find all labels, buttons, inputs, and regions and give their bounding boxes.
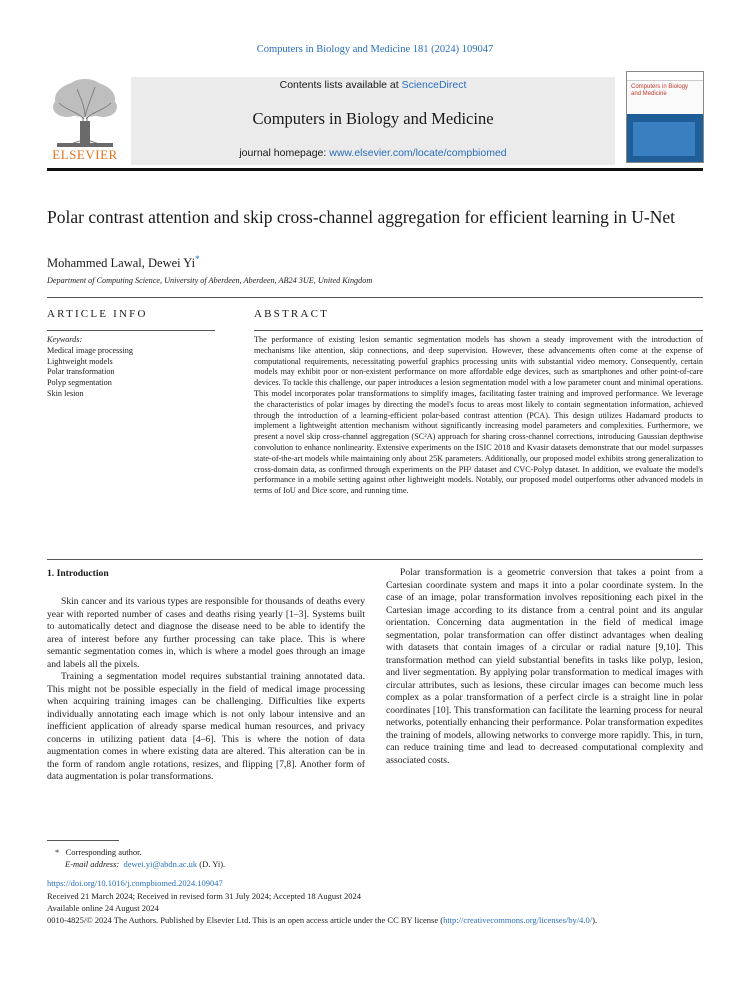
footnote-rule — [47, 840, 119, 841]
corresponding-author-mark[interactable]: * — [195, 254, 200, 264]
journal-cover-thumbnail-icon[interactable] — [626, 71, 704, 163]
corresponding-author-note: Corresponding author. — [65, 847, 142, 857]
abstract-heading: ABSTRACT — [254, 308, 330, 320]
introduction-heading: 1. Introduction — [47, 568, 109, 579]
email-line — [55, 858, 225, 870]
right-column — [386, 567, 703, 767]
keywords-block — [47, 335, 215, 400]
keyword-item: Polyp segmentation — [47, 378, 112, 388]
journal-header — [47, 71, 703, 168]
license-prefix: 0010-4825/© 2024 The Authors. Published by Elsevier Ltd. This is an open access article under the CC BY license ( — [47, 915, 444, 925]
homepage-prefix: journal homepage: — [239, 147, 330, 159]
keyword-item: Polar transformation — [47, 367, 115, 377]
affiliation-rule — [47, 297, 703, 298]
elsevier-wordmark: ELSEVIER — [52, 147, 118, 162]
keyword-item: Medical image processing — [47, 345, 133, 355]
cover-top-strip — [627, 72, 703, 81]
keyword-item: Lightweight models — [47, 356, 113, 366]
journal-reference[interactable]: Computers in Biology and Medicine 181 (2024) 109047 — [256, 44, 494, 55]
keyword-item: Skin lesion — [47, 388, 84, 398]
abstract-rule — [254, 330, 703, 331]
article-info-rule — [47, 330, 215, 331]
paragraph: Polar transformation is a geometric conversion that takes a point from a Cartesian coordinate system and maps it into a polar coordinate system. In the case of an image, polar transformation involves repositioning each pixel in the Cartesian image according to its distance from a central point and its angular orientation. Concerning data augmentation in the field of medical image segmentation, polar transformation can offer distinct advantages when dealing with datasets that contain images of a circular or radial nature [9,10]. This transformation method can yield substantial benefits in tasks like polyp, lesion, and liver segmentation. By applying polar transformation to medical images with circular attributes, such as lesions, these circular images can become much less complex as a polar transformation of a perfect circle is a straight line in polar coordinates [10]. This transformation can facilitate the learning process for neural networks, potentially enhancing their performance. Polar transformation expedites the training of models, allowing networks to converge more rapidly. This, in turn, can reduce training time and lead to decreased computational complexity and associated costs. — [386, 567, 703, 766]
journal-title: Computers in Biology and Medicine — [252, 109, 494, 128]
email-label: E-mail address: — [65, 859, 120, 869]
license-line — [47, 915, 707, 925]
license-link[interactable]: http://creativecommons.org/licenses/by/4.0/ — [443, 915, 593, 925]
contents-prefix: Contents lists available at — [279, 79, 402, 91]
email-link[interactable]: dewei.yi@abdn.ac.uk — [123, 859, 198, 869]
left-column — [47, 596, 365, 784]
journal-homepage-link[interactable]: www.elsevier.com/locate/compbiomed — [329, 147, 507, 159]
sciencedirect-link[interactable]: ScienceDirect — [401, 79, 467, 91]
header-rule — [47, 168, 703, 171]
authors: Mohammed Lawal, Dewei Yi — [47, 256, 196, 271]
email-suffix: (D. Yi). — [199, 859, 226, 869]
received-dates: Received 21 March 2024; Received in revised form 31 July 2024; Accepted 18 August 2024 — [47, 891, 361, 901]
affiliation: Department of Computing Science, University of Aberdeen, Aberdeen, AB24 3UE, United Kingdom — [47, 276, 373, 285]
contents-line — [131, 79, 615, 91]
keywords-label: Keywords: — [47, 335, 83, 344]
cover-title: Computers in Biology and Medicine — [631, 84, 689, 97]
footnote — [55, 846, 225, 870]
paragraph: Skin cancer and its various types are responsible for thousands of deaths every year with reported number of cases and deaths rising yearly [1–3]. Systems built to automatically detect and diagnose the disease need to be able to identify the area of interest before any further processing can take place. This is where semantic segmentation comes in, which is where a model goes through an image and labels all the pixels. — [47, 596, 365, 670]
footnote-line — [55, 846, 225, 858]
article-info-heading: ARTICLE INFO — [47, 308, 148, 320]
homepage-line — [131, 147, 615, 159]
cover-image-inner — [633, 122, 695, 156]
article-title: Polar contrast attention and skip cross-channel aggregation for efficient learning in U-Net — [47, 207, 676, 227]
doi-link[interactable]: https://doi.org/10.1016/j.compbiomed.2024.109047 — [47, 878, 223, 888]
paragraph: Training a segmentation model requires substantial training annotated data. This might not be possible especially in the field of medical image processing when acquiring training images can be challenging. Difficulties like experts individually annotating each image which is not only labour intensive and an inefficient application of already sparse medical human resources, and privacy concerns in utilizing patient data [4–6]. This is where the notion of data augmentation comes in where existing data are altered. This alteration can be in the form of random angle rotations, resizes, and flipping [7,8]. Another form of data augmentation is polar transformations. — [47, 671, 365, 782]
author-list — [47, 254, 200, 271]
license-suffix: ). — [592, 915, 598, 925]
abstract-bottom-rule — [47, 559, 703, 560]
footnote-mark: * — [55, 847, 60, 857]
header-banner — [131, 77, 615, 165]
online-date: Available online 24 August 2024 — [47, 903, 159, 913]
abstract-text: The performance of existing lesion semantic segmentation models has shown a steady improvement with the introduction of mechanisms like attention, skip connections, and deep supervision. However, these advancements often come at the expense of computational requirements, necessitating powerful graphics processing units with substantial video memory. Consequently, certain models may exhibit poor or non-existent performance on more affordable edge devices, such as smartphones and other point-of-care devices. To tackle this challenge, our paper introduces a lesion segmentation model with a low parameter count and minimal operations. This model incorporates polar transformations to simplify images, facilitating faster training and improved performance. We leverage the characteristics of polar images by directing the model's focus to areas most likely to contain segmentation information, achieved through the introduction of a learning-efficient polar-based contrast attention (PCA). This design utilizes Hadamard products to implement a lightweight attention mechanism without significantly increasing model parameters and complexities. Furthermore, we present a novel skip cross-channel aggregation (SC²A) approach for sharing cross-channel corrections, introducing Gaussian depthwise convolution to enhance nonlinearity. Extensive experiments on the ISIC 2018 and Kvasir datasets demonstrate that our model surpasses state-of-the-art models while maintaining only about 25K parameters. Additionally, our proposed model exhibits strong generalization to cross-domain data, as confirmed through experiments on the PH² dataset and CVC-Polyp dataset. In addition, we evaluate the model's performance in a mobile setting against other lightweight models. Notably, our proposed model outperforms other advanced models in terms of IoU and Dice score, and running time. — [254, 335, 703, 496]
